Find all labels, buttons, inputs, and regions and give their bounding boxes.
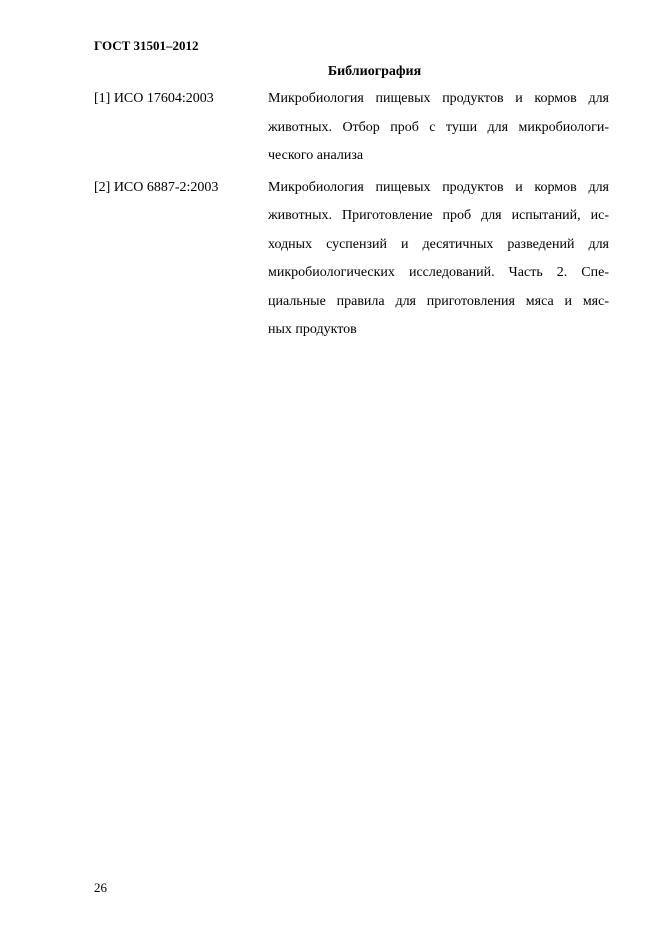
page-number: 26 [94, 880, 107, 895]
bibliography-text-line: циальные правила для приготовления мяса и мяс- [268, 293, 609, 309]
bibliography-text-line: Микробиология пищевых продуктов и кормов для [268, 91, 609, 106]
bibliography-title: Библиография [327, 64, 422, 79]
bibliography-ref-2: [2] ИСО 6887-2:2003 [94, 179, 219, 195]
bibliography-text-line: ных продуктов [268, 322, 357, 337]
document-code-header: ГОСТ 31501–2012 [94, 38, 199, 53]
bibliography-entry-2 [94, 174, 614, 345]
bibliography-text-line: ходных суспензий и десятичных разведений для [268, 236, 609, 252]
bibliography-text-line: животных. Приготовление проб для испытаний, ис- [268, 208, 609, 223]
bibliography-text-line: Микробиология пищевых продуктов и кормов для [268, 179, 609, 195]
bibliography-text-line: микробиологических исследований. Часть 2. Спе- [268, 265, 609, 280]
bibliography-list [94, 85, 614, 348]
bibliography-text-line: ческого анализа [268, 148, 364, 163]
bibliography-text-2 [268, 174, 609, 345]
bibliography-text-line: животных. Отбор проб с туши для микробиологи- [268, 119, 609, 135]
bibliography-ref-1: [1] ИСО 17604:2003 [94, 91, 214, 106]
bibliography-text-1 [268, 85, 609, 171]
bibliography-entry-1 [94, 85, 614, 171]
